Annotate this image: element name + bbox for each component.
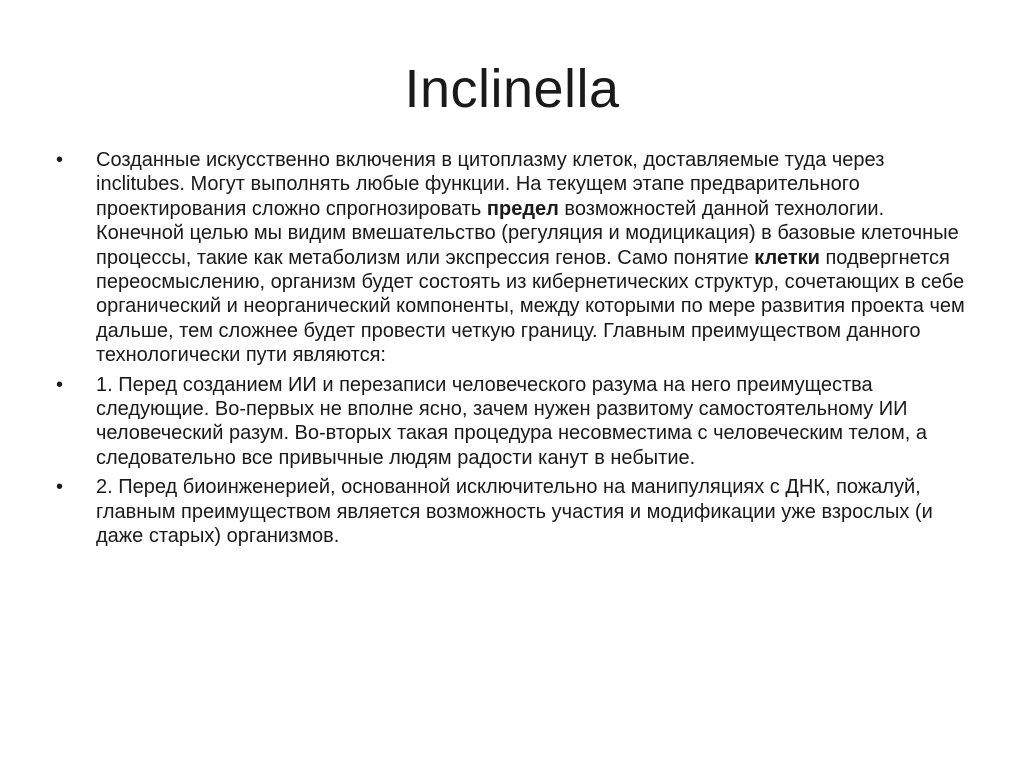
bullet-item [52, 148, 972, 368]
slide-title: Inclinella [404, 59, 620, 119]
bullet-item [52, 475, 972, 548]
bullet-text-segment: Созданные искусственно включения в цитоплазму клеток, доставляемые туда через inclitubes. Могут выполнять любые функции. На текущем этапе предварительного проектирования сложно спрогнозировать [96, 149, 885, 220]
bullet-text-segment: 2. Перед биоинженерией, основанной исключительно на манипуляциях с ДНК, пожалуй, главным преимуществом является возможность участия и модификации уже взрослых (и даже старых) организмов. [96, 476, 933, 548]
bullet-dot-icon: • [56, 476, 64, 499]
bullet-dot-icon: • [56, 373, 64, 396]
bullet-text-segment: 1. Перед созданием ИИ и перезаписи человеческого разума на него преимущества следующие. Во-первых не вполне ясно, зачем нужен развитому самостоятельному ИИ человеческий разум. Во-вторых такая процедура несовместима с человеческим телом, а следовательно все привычные людям радости канут в небытие. [96, 373, 928, 469]
bullet-text-segment: подвергнется переосмыслению, организм будет состоять из кибернетических структур, сочетающих в себе органический и неорганический компоненты, между которыми по мере развития проекта чем дальше, тем сложнее будет провести четкую границу. Главным преимуществом данного технологически пути являются: [96, 246, 965, 367]
bullet-item [52, 373, 972, 471]
bullet-dot-icon: • [56, 149, 64, 171]
bullet-text-bold: клетки [754, 246, 820, 269]
bullet-list [52, 148, 972, 554]
bullet-text-segment: возможностей данной технологии. Конечной целью мы видим вмешательство (регуляция и модицикация) в базовые клеточные процессы, такие как метаболизм или экспрессия генов. Само понятие [96, 197, 959, 269]
bullet-text-bold: предел [486, 197, 559, 220]
